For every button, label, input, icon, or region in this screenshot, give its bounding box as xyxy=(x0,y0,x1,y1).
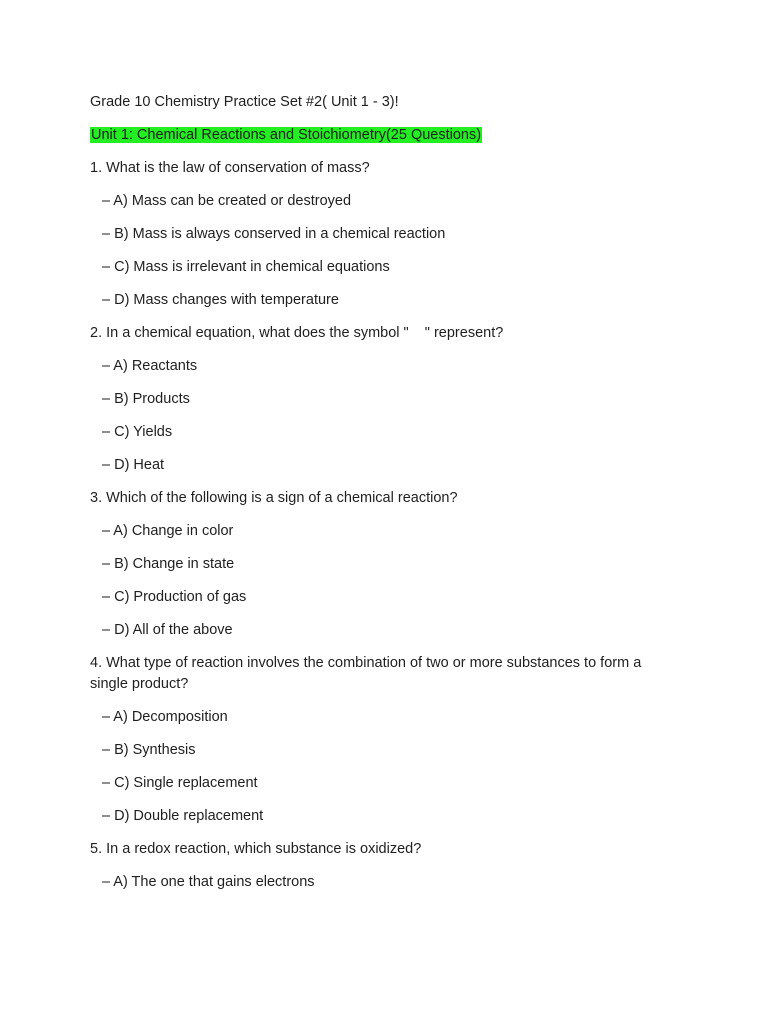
unit-heading xyxy=(90,125,680,146)
question-4: 4. What type of reaction involves the combination of two or more substances to form a single product? xyxy=(90,655,642,692)
question-1-option-b: – B) Mass is always conserved in a chemical reaction xyxy=(102,226,446,242)
question-4-option-a: – A) Decomposition xyxy=(102,709,228,725)
question-3-option-c: – C) Production of gas xyxy=(102,589,247,605)
question-1-option-c: – C) Mass is irrelevant in chemical equations xyxy=(102,259,390,275)
question-2: 2. In a chemical equation, what does the symbol " " represent? xyxy=(90,325,504,341)
question-1-option-a: – A) Mass can be created or destroyed xyxy=(102,193,352,209)
document-content xyxy=(90,92,680,905)
question-2-option-d: – D) Heat xyxy=(102,457,165,473)
question-4-option-d: – D) Double replacement xyxy=(102,808,264,824)
question-2-option-a: – A) Reactants xyxy=(102,358,198,374)
question-4-option-b: – B) Synthesis xyxy=(102,742,196,758)
question-1: 1. What is the law of conservation of mass? xyxy=(90,160,370,176)
question-5-option-a: – A) The one that gains electrons xyxy=(102,874,315,890)
question-2-option-c: – C) Yields xyxy=(102,424,173,440)
question-3-option-b: – B) Change in state xyxy=(102,556,235,572)
question-1-option-d: – D) Mass changes with temperature xyxy=(102,292,339,308)
document-title: Grade 10 Chemistry Practice Set #2( Unit 1 - 3)! xyxy=(90,94,399,110)
question-3-option-a: – A) Change in color xyxy=(102,523,234,539)
unit-heading-text: Unit 1: Chemical Reactions and Stoichiometry(25 Questions) xyxy=(91,127,482,143)
question-2-option-b: – B) Products xyxy=(102,391,190,407)
question-3-option-d: – D) All of the above xyxy=(102,622,233,638)
question-5: 5. In a redox reaction, which substance is oxidized? xyxy=(90,841,422,857)
question-4-option-c: – C) Single replacement xyxy=(102,775,258,791)
question-3: 3. Which of the following is a sign of a chemical reaction? xyxy=(90,490,458,506)
